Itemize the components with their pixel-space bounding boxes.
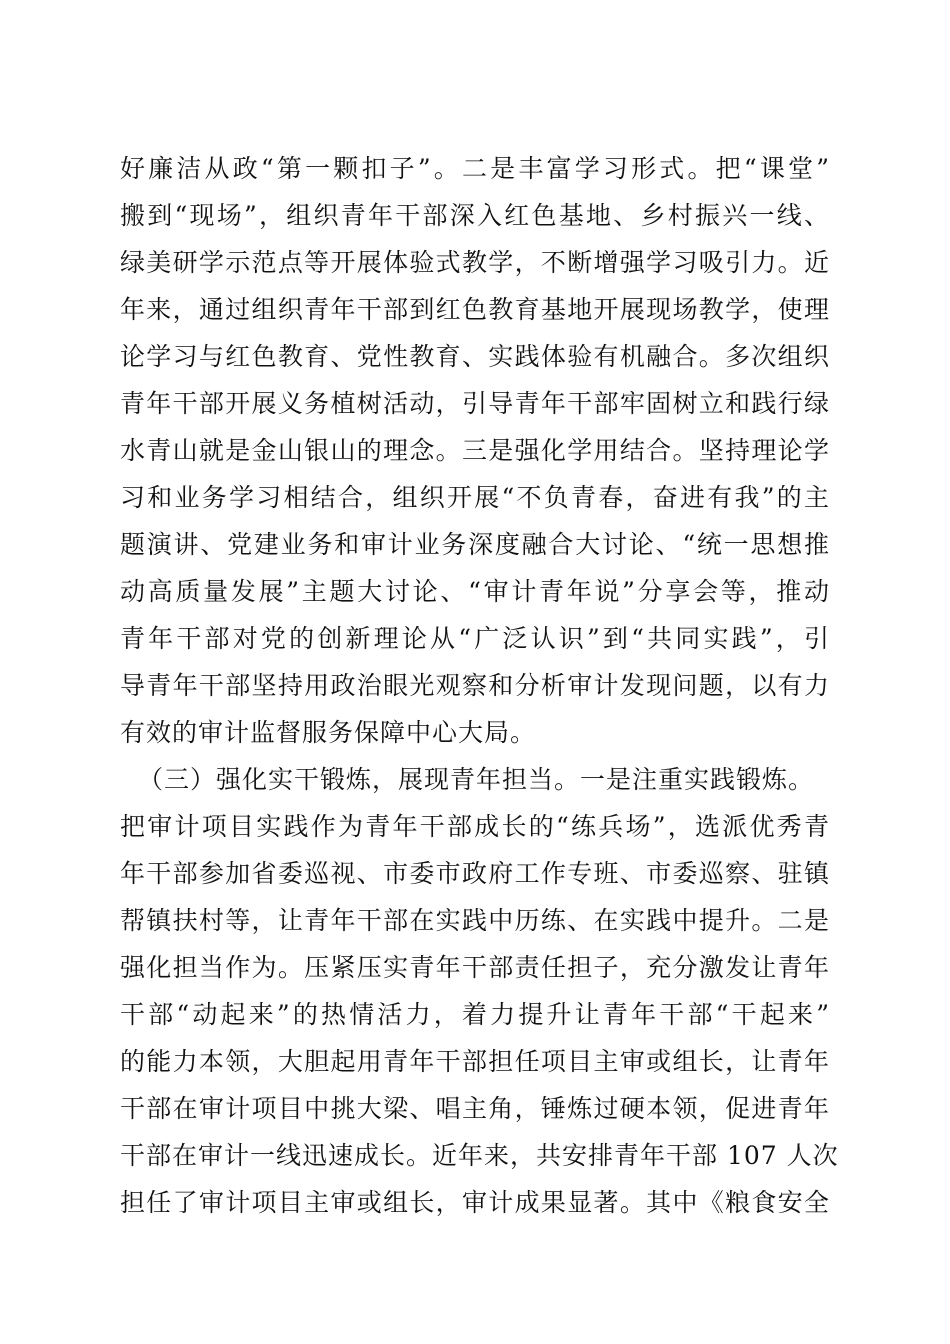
text-line: 论学习与红色教育、党性教育、实践体验有机融合。多次组织 bbox=[120, 342, 830, 371]
text-line: 题演讲、党建业务和审计业务深度融合大讨论、“统一思想推 bbox=[120, 530, 830, 559]
text-line: 动高质量发展”主题大讨论、“审计青年说”分享会等，推动 bbox=[120, 577, 830, 606]
text-line: 帮镇扶村等，让青年干部在实践中历练、在实践中提升。二是 bbox=[120, 906, 830, 935]
text-line: 好廉洁从政“第一颗扣子”。二是丰富学习形式。把“课堂” bbox=[120, 154, 830, 183]
text-line: 习和业务学习相结合，组织开展“不负青春，奋进有我”的主 bbox=[120, 483, 830, 512]
text-line: 搬到“现场”，组织青年干部深入红色基地、乡村振兴一线、 bbox=[120, 201, 830, 230]
text-line: 担任了审计项目主审或组长，审计成果显著。其中《粮食安全 bbox=[120, 1188, 830, 1217]
text-line: 绿美研学示范点等开展体验式教学，不断增强学习吸引力。近 bbox=[120, 248, 830, 277]
text-line: 的能力本领，大胆起用青年干部担任项目主审或组长，让青年 bbox=[120, 1047, 830, 1076]
text-line: 青年干部对党的创新理论从“广泛认识”到“共同实践”，引 bbox=[120, 624, 830, 653]
text-line: 干部在审计项目中挑大梁、唱主角，锤炼过硬本领，促进青年 bbox=[120, 1094, 830, 1123]
paragraph-end-line: 有效的审计监督服务保障中心大局。 bbox=[120, 718, 537, 747]
text-line: 年来，通过组织青年干部到红色教育基地开展现场教学，使理 bbox=[120, 295, 830, 324]
text-line: 把审计项目实践作为青年干部成长的“练兵场”，选派优秀青 bbox=[120, 812, 830, 841]
body-text bbox=[120, 145, 839, 1226]
text-line: 干部“动起来”的热情活力，着力提升让青年干部“干起来” bbox=[120, 1000, 830, 1029]
text-line: 导青年干部坚持用政治眼光观察和分析审计发现问题，以有力 bbox=[120, 671, 830, 700]
text-line: 水青山就是金山银山的理念。三是强化学用结合。坚持理论学 bbox=[120, 436, 830, 465]
section-heading-line: （三）强化实干锻炼，展现青年担当。一是注重实践锻炼。 bbox=[138, 765, 815, 794]
text-line: 干部在审计一线迅速成长。近年来，共安排青年干部 107 人次 bbox=[120, 1141, 839, 1170]
text-line: 强化担当作为。压紧压实青年干部责任担子，充分激发让青年 bbox=[120, 953, 830, 982]
text-line: 青年干部开展义务植树活动，引导青年干部牢固树立和践行绿 bbox=[120, 389, 830, 418]
text-line: 年干部参加省委巡视、市委市政府工作专班、市委巡察、驻镇 bbox=[120, 859, 830, 888]
